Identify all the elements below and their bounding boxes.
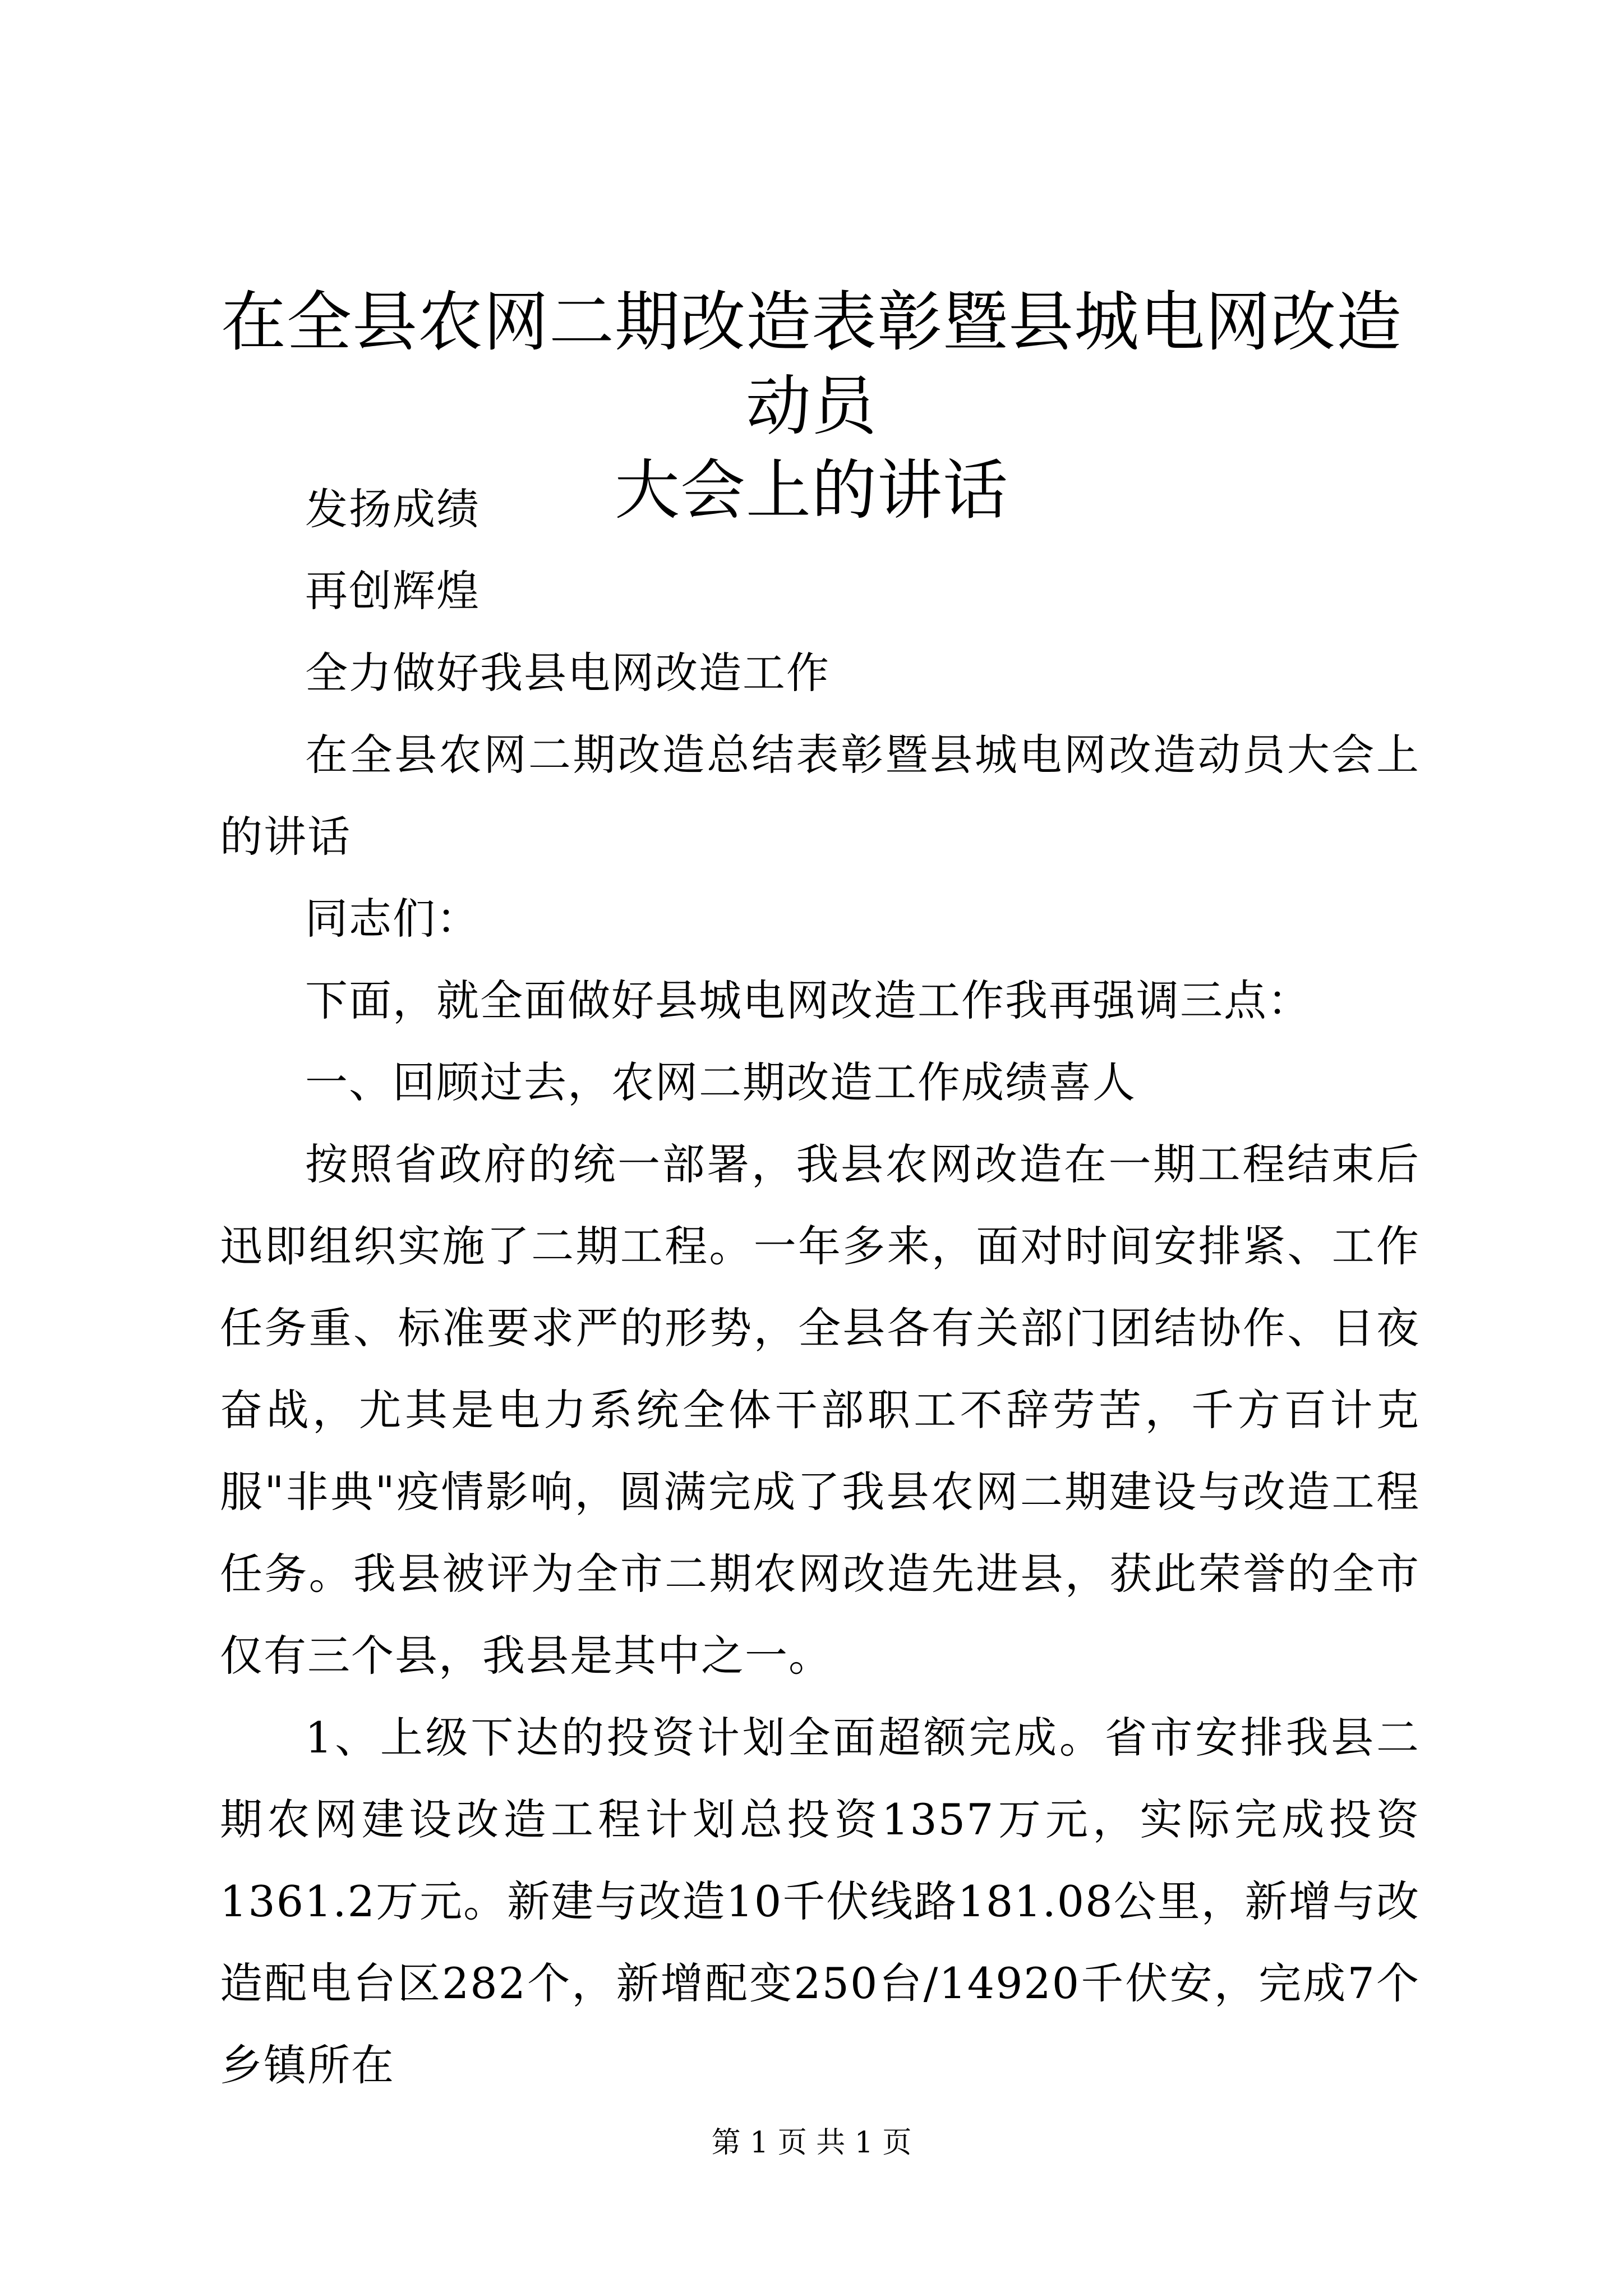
section-heading: 一、回顾过去，农网二期改造工作成绩喜人 (305, 1057, 1136, 1107)
title-line-2: 大会上的讲话 (615, 453, 1008, 528)
paragraph: 发扬成绩 (305, 484, 480, 534)
paragraph: 下面，就全面做好县城电网改造工作我再强调三点： (305, 976, 1311, 1025)
page-footer: 第 1 页 共 1 页 (711, 2126, 912, 2160)
paragraph: 再创辉煌 (305, 566, 480, 616)
document-body (220, 468, 1420, 2106)
paragraph: 按照省政府的统一部署，我县农网改造在一期工程结束后迅即组织实施了二期工程。一年多来，面对时间安排紧、工作任务重、标准要求严的形势，全县各有关部门团结协作、日夜奋战，尤其是电力系统全体干部职工不辞劳苦，千方百计克服"非典"疫情影响，圆满完成了我县农网二期建设与改造工程任务。我县被评为全市二期农网改造先进县，获此荣誉的全市仅有三个县，我县是其中之一。 (220, 1139, 1420, 1681)
paragraph: 1、上级下达的投资计划全面超额完成。省市安排我县二期农网建设改造工程计划总投资1357万元，实际完成投资1361.2万元。新建与改造10千伏线路181.08公里，新增与改造配电台区282个，新增配变250台/14920千伏安，完成7个乡镇所在 (220, 1713, 1420, 2090)
paragraph: 在全县农网二期改造总结表彰暨县城电网改造动员大会上的讲话 (220, 730, 1420, 862)
paragraph: 同志们： (305, 894, 480, 944)
title-line-1: 在全县农网二期改造表彰暨县城电网改造动员 (221, 284, 1402, 444)
paragraph: 全力做好我县电网改造工作 (305, 648, 830, 698)
